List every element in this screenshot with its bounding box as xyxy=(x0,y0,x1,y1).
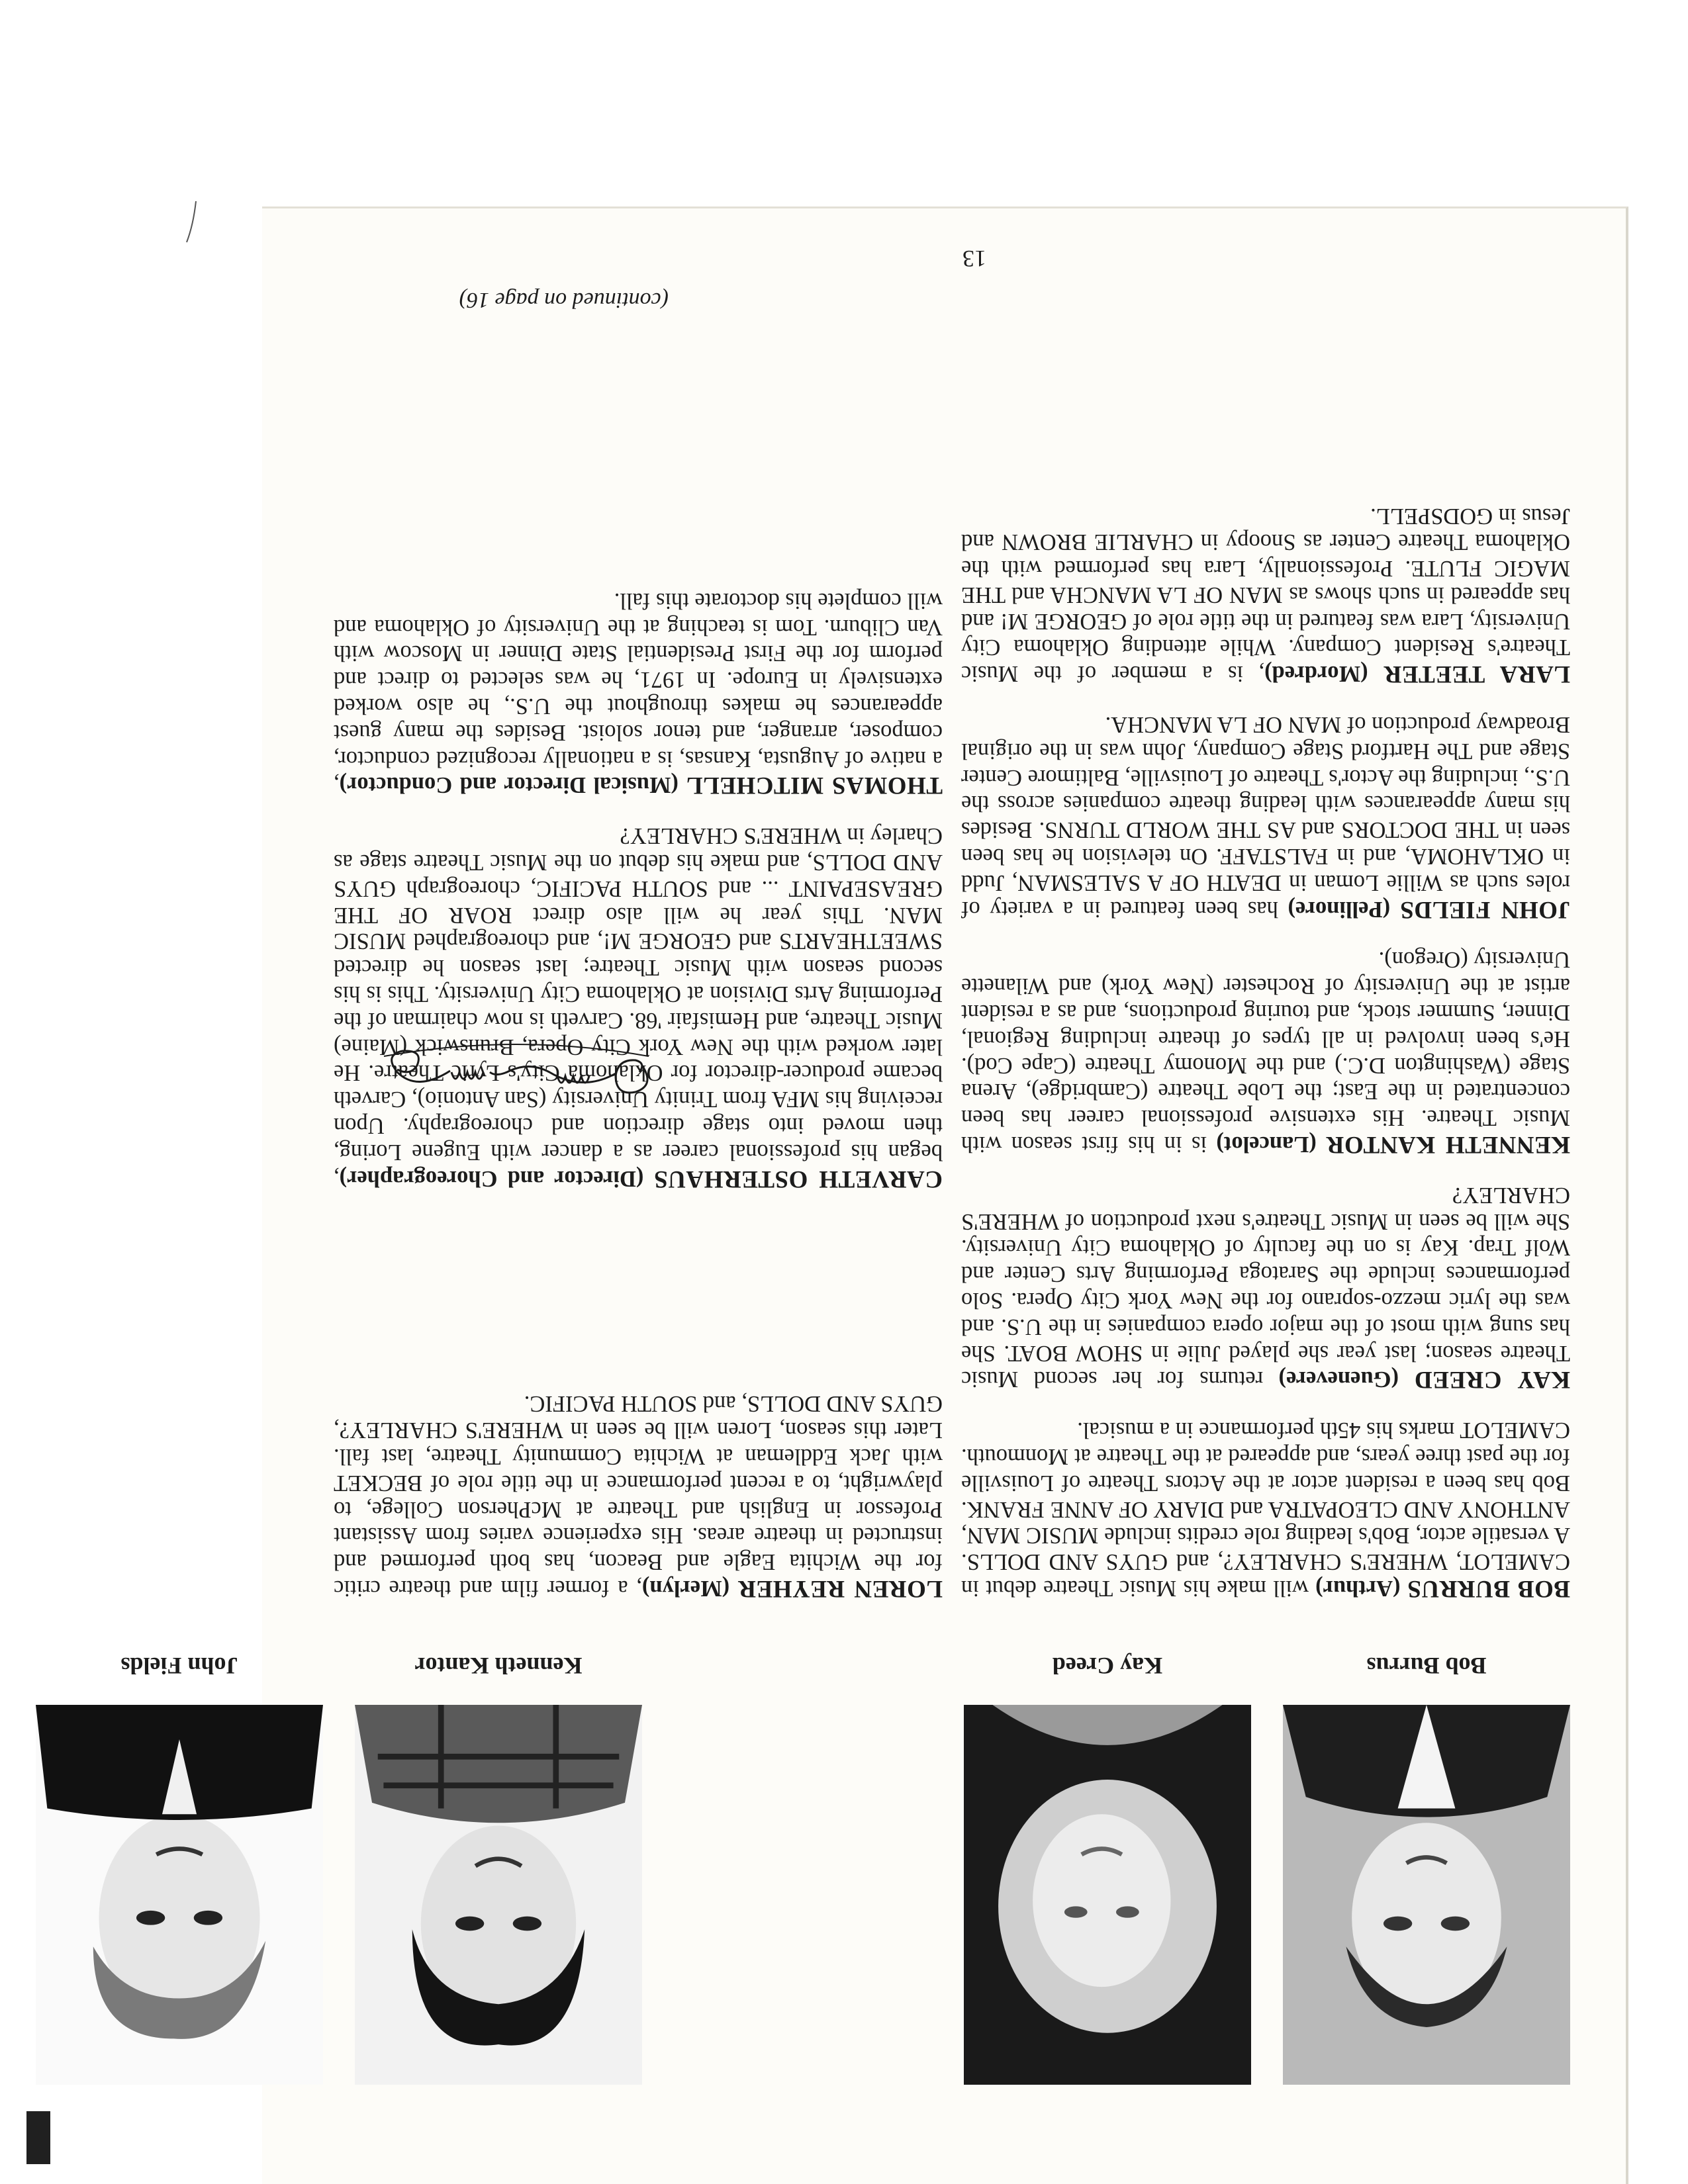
left-column xyxy=(961,502,1570,1602)
bio-name: BOB BURRUS xyxy=(1407,1575,1570,1602)
photo-caption: Kenneth Kantor xyxy=(414,1653,583,1679)
bio-lara-teeter xyxy=(961,502,1570,688)
bio-name: LARA TEETER xyxy=(1383,660,1570,688)
bio-name: LOREN REYHER xyxy=(737,1575,943,1602)
bio-role: (Merlyn) xyxy=(641,1576,730,1601)
photo-kenneth-kantor xyxy=(355,1705,642,2085)
bio-loren-reyher xyxy=(334,1390,943,1602)
photo-caption: John Fields xyxy=(120,1653,238,1679)
pen-mark xyxy=(179,199,205,245)
flourish-ornament xyxy=(371,1026,662,1112)
bio-name: KAY CREED xyxy=(1414,1366,1570,1394)
continued-note: (continued on page 16) xyxy=(459,288,669,312)
bio-role: (Guenevere) xyxy=(1278,1367,1399,1392)
bio-john-fields xyxy=(961,711,1570,922)
bio-role: (Lancelot) xyxy=(1216,1132,1317,1158)
bio-text: is in his first season with Music Theatre. His extensive professional career has been concentrated in the East; the Lobe Theatre (Cambridge), Arena Stage (Washington D.C.) and the Monomy Theatre (Cape Cod). He's been involved in all types of theatre including Regional, Dinner, Summer stock, and touring productions, and as a resident artist at the University of Rochester (New York) and Wilanette University (Oregon). xyxy=(961,947,1570,1158)
bio-role: (Arthur) xyxy=(1315,1576,1401,1601)
bio-text: , a former film and theatre critic for the Wichita Eagle and Beacon, has both performed and instructed in theatre areas. His experience varies from Assistant Professor in English and Theatre at McPherson College, to playwright, to a recent performance in the title role of BECKET with Jack Eddleman at Wichita Community Theatre, last fall. Later this season, Loren will be seen in WHERE'S CHARLEY?, GUYS AND DOLLS, and SOUTH PACIFIC. xyxy=(334,1391,943,1601)
bio-bob-burrus xyxy=(961,1416,1570,1602)
bio-kay-creed xyxy=(961,1181,1570,1392)
bio-text: will make his Music Theatre debut in CAMELOT, WHERE'S CHARLEY?, and GUYS AND DOLLS. A versatile actor, Bob's leading role credits include MUSIC MAN, ANTHONY AND CLEOPATRA and DIARY OF ANNE FRANK. Bob has been a resident actor at the Actors Theatre of Louisville for the past three years, and appeared at the Theatre at Monmouth. CAMELOT marks his 45th performance in a musical. xyxy=(961,1418,1570,1601)
scan-edge-mark xyxy=(26,2111,50,2164)
bio-name: CARVETH OSTERHAUS xyxy=(653,1165,943,1193)
bio-name: KENNETH KANTOR xyxy=(1326,1131,1570,1159)
page-number: 13 xyxy=(962,246,986,272)
bio-role: (Pellinore) xyxy=(1288,896,1391,922)
bio-role: (Director and Choreographer) xyxy=(339,1165,644,1191)
bio-carveth-osterhaus xyxy=(334,822,943,1191)
photo-john-fields xyxy=(36,1705,323,2085)
bio-text: has been featured in a variety of roles such as Willie Loman in DEATH OF A SALESMAN, Judd in OKLAHOMA, and in FALSTAFF. On television he has been seen in THE DOCTORS and AS THE WORLD TURNS. Besides his many appearances with leading theatre companies across the U.S., including the Actor's Theatre of Louisville, Baltimore Center Stage and The Hartford Stage Company, John was in the original Broadway production of MAN OF LA MANCHA. xyxy=(961,712,1570,922)
bio-text: , a native of Augusta, Kansas, is a nationally recognized conductor, composer, arranger, and tenor soloist. Besides the many guest appearances he makes throughout the U.S., he also worked extensively in Europe. In 1971, he was selected to direct and perform for the First Presidential State Dinner in Moscow with Van Cliburn. Tom is teaching at the University of Oklahoma and will complete his doctorate this fall. xyxy=(334,588,943,798)
photo-bob-burrus xyxy=(1283,1705,1570,2085)
bio-kenneth-kantor xyxy=(961,946,1570,1158)
bio-text: , began his professional career as a dancer with Eugene Loring, then moved into stage direction and choreography. Upon receiving his MFA from Trinity University (San Antonio), Carveth became producer-director for Oklahoma City's Lyric Theatre. He later worked with the New York City Opera, Brunswick (Maine) Music Theatre, and Hemisfair '68. Carveth is now chairman of the Performing Arts Division at Oklahoma City University. This is his second season with Music Theatre; last season he directed SWEETHEARTS and GEORGE M!, and choreographed MUSIC MAN. This year he will also direct ROAR OF THE GREASEPAINT ... and SOUTH PACIFIC, choreograph GUYS AND DOLLS, and make his debut on the Music Theatre stage as Charley in WHERE'S CHARLEY? xyxy=(333,823,943,1191)
bio-role: (Musical Director and Conductor) xyxy=(339,772,679,798)
bio-text: , is a member of the Music Theatre's Resident Company. While attending Oklahoma City University, Lara was featured in the title role of GEORGE M! and has appeared in such shows as MAN OF LA MANCHA and THE MAGIC FLUTE. Professionally, Lara has performed with the Oklahoma Theatre Center as Snoopy in CHARLIE BROWN and Jesus in GODSPELL. xyxy=(961,503,1570,687)
bio-name: JOHN FIELDS xyxy=(1399,895,1570,923)
bio-thomas-mitchell xyxy=(334,587,943,798)
bio-text: returns for her second Music Theatre season; last year she played Julie in SHOW BOAT. She has sung with most of the major opera companies in the U.S. and was the lyric mezzo-soprano for the New York City Opera. Solo performances include the Saratoga Performing Arts Center and Wolf Trap. Kay is on the faculty of Oklahoma City University. She will be seen in Music Theatre's next production of WHERE'S CHARLEY? xyxy=(961,1182,1570,1392)
photo-caption: Kay Creed xyxy=(1052,1653,1163,1679)
photo-kay-creed xyxy=(964,1705,1251,2085)
photo-caption: Bob Burrus xyxy=(1366,1653,1487,1679)
bio-role: (Mordred) xyxy=(1264,661,1368,687)
bio-name: THOMAS MITCHELL xyxy=(686,772,943,799)
